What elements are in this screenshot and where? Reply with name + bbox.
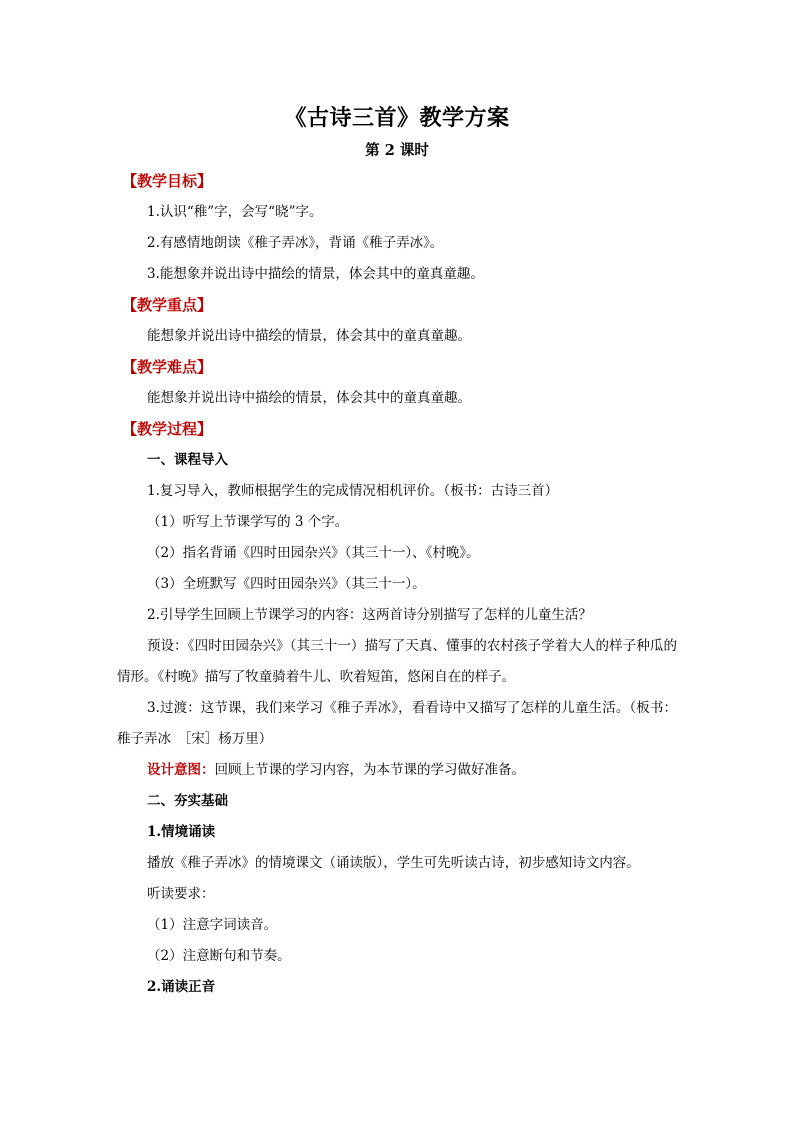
part2-paragraph-1: 播放《稚子弄冰》的情境课文（诵读版），学生可先听读古诗，初步感知诗文内容。	[147, 855, 640, 871]
design-intent	[117, 755, 677, 786]
process-heading: 【教学过程】	[122, 420, 213, 438]
difficulties-heading: 【教学难点】	[122, 358, 213, 376]
part1-paragraph-4: （3）全班默写《四时田园杂兴》（其三十一）。	[147, 576, 426, 592]
part2-paragraph-3: （1）注意字词读音。	[147, 917, 278, 933]
key-points-text: 能想象并说出诗中描绘的情景，体会其中的童真童趣。	[147, 328, 471, 344]
objective-item-3: 3.能想象并说出诗中描绘的情景，体会其中的童真童趣。	[147, 266, 484, 282]
part2-paragraph-4: （2）注意断句和节奏。	[147, 948, 291, 964]
design-intent-label: 设计意图：	[147, 762, 215, 778]
part2-paragraph-2: 听读要求：	[147, 886, 215, 902]
part1-paragraph-1: 1.复习导入，教师根据学生的完成情况相机评价。（板书：古诗三首）	[147, 483, 559, 499]
part1-paragraph-3: （2）指名背诵《四时田园杂兴》（其三十一）、《村晚》。	[147, 545, 480, 561]
part2-title: 二、夯实基础	[147, 793, 228, 809]
difficulties-text: 能想象并说出诗中描绘的情景，体会其中的童真童趣。	[147, 390, 471, 406]
part1-paragraph-2: （1）听写上节课学写的 3 个字。	[147, 514, 349, 530]
part2-subheading-1: 1.情境诵读	[147, 824, 216, 840]
part2-subheading-2: 2.诵读正音	[147, 979, 216, 995]
objective-item-2: 2.有感情地朗读《稚子弄冰》，背诵《稚子弄冰》。	[147, 235, 444, 251]
design-intent-text: 回顾上节课的学习内容，为本节课的学习做好准备。	[214, 762, 525, 778]
part1-paragraph-5: 2.引导学生回顾上节课学习的内容：这两首诗分别描写了怎样的儿童生活？	[147, 607, 592, 623]
part1-title: 一、课程导入	[147, 452, 228, 468]
document-title: 《古诗三首》教学方案	[284, 105, 510, 131]
key-points-heading: 【教学重点】	[122, 296, 213, 314]
document-page	[117, 100, 677, 1003]
part1-paragraph-7: 3.过渡：这节课，我们来学习《稚子弄冰》，看看诗中又描写了怎样的儿童生活。（板书：稚子弄冰 ［宋］杨万里）	[117, 700, 677, 747]
objectives-heading: 【教学目标】	[122, 172, 213, 190]
part1-paragraph-6: 预设：《四时田园杂兴》（其三十一）描写了天真、懂事的农村孩子学着大人的样子种瓜的情形。《村晚》描写了牧童骑着牛儿、吹着短笛，悠闲自在的样子。	[117, 638, 677, 685]
objective-item-1: 1.认识“稚”字，会写“晓”字。	[147, 204, 323, 220]
lesson-number: 第 2 课时	[365, 142, 429, 159]
